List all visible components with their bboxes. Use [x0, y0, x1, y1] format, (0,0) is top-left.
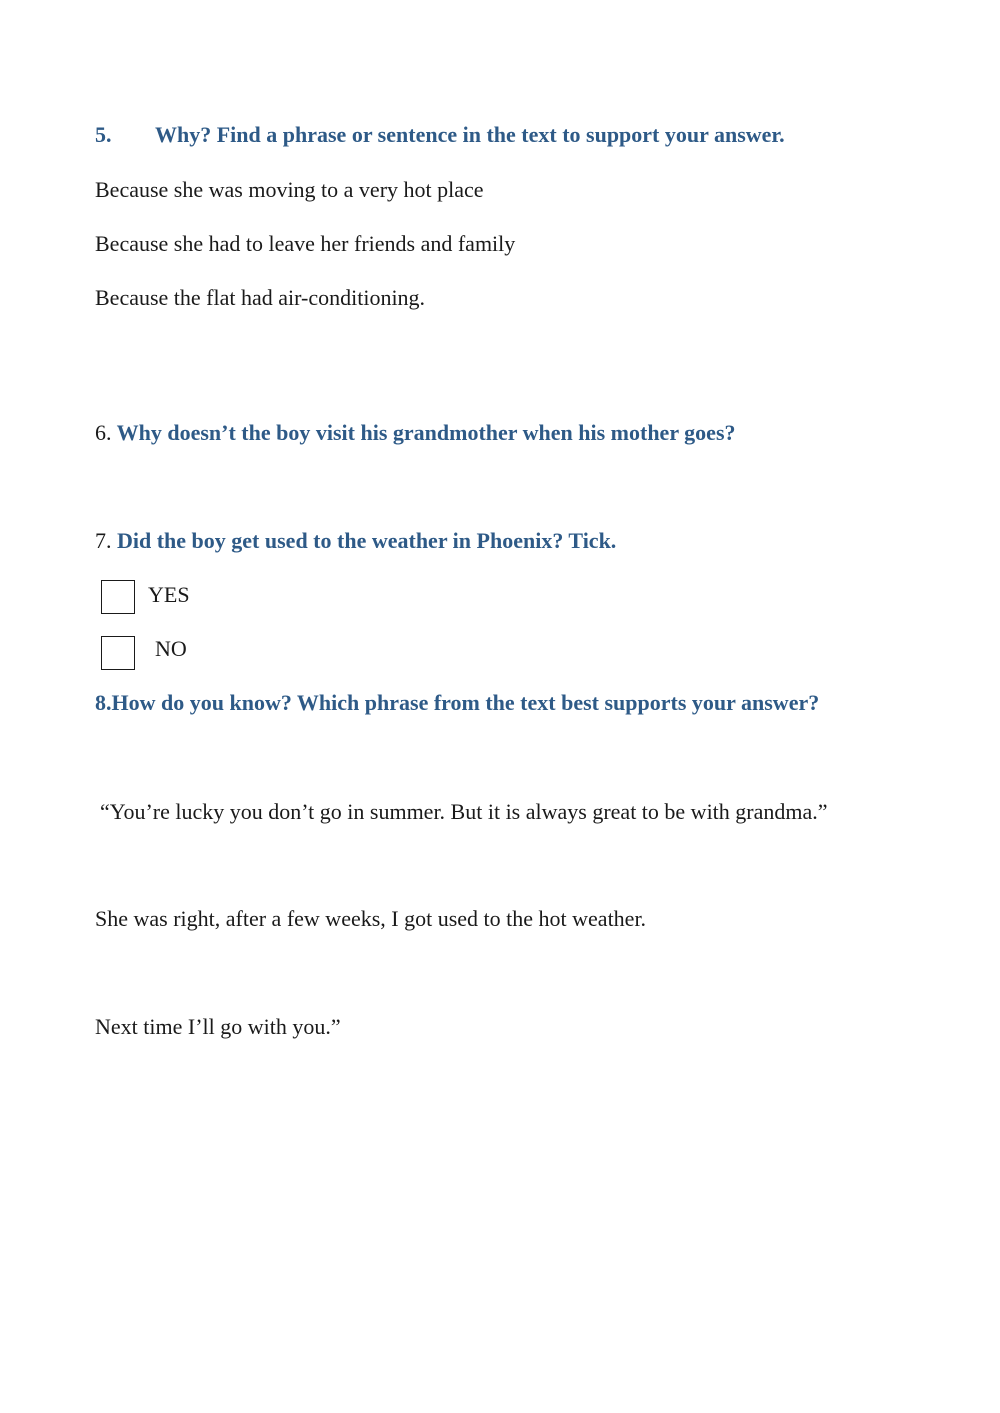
- q8-option-2[interactable]: She was right, after a few weeks, I got used to the hot weather.: [95, 906, 647, 931]
- q6-text: Why doesn’t the boy visit his grandmother when his mother goes?: [116, 420, 736, 445]
- q5-text: Why? Find a phrase or sentence in the text to support your answer.: [155, 122, 785, 147]
- q5-heading: [95, 122, 112, 148]
- yes-checkbox[interactable]: [101, 580, 135, 614]
- no-label: NO: [155, 636, 187, 661]
- q6-heading: [95, 420, 736, 446]
- q7-heading: [95, 528, 616, 554]
- q8-heading: 8.How do you know? Which phrase from the text best supports your answer?: [95, 690, 820, 715]
- q8-option-1[interactable]: “You’re lucky you don’t go in summer. But it is always great to be with grandma.”: [100, 799, 828, 824]
- no-checkbox[interactable]: [101, 636, 135, 670]
- q5-option-1[interactable]: Because she was moving to a very hot place: [95, 177, 484, 202]
- q5-option-3[interactable]: Because the flat had air-conditioning.: [95, 285, 426, 310]
- q8-option-3[interactable]: Next time I’ll go with you.”: [95, 1014, 341, 1039]
- q5-option-2[interactable]: Because she had to leave her friends and family: [95, 231, 516, 256]
- q5-number: 5.: [95, 122, 112, 147]
- q7-text: Did the boy get used to the weather in Phoenix? Tick.: [117, 528, 617, 553]
- yes-label: YES: [148, 582, 190, 607]
- q7-number: 7.: [95, 528, 112, 553]
- q6-number: 6.: [95, 420, 112, 445]
